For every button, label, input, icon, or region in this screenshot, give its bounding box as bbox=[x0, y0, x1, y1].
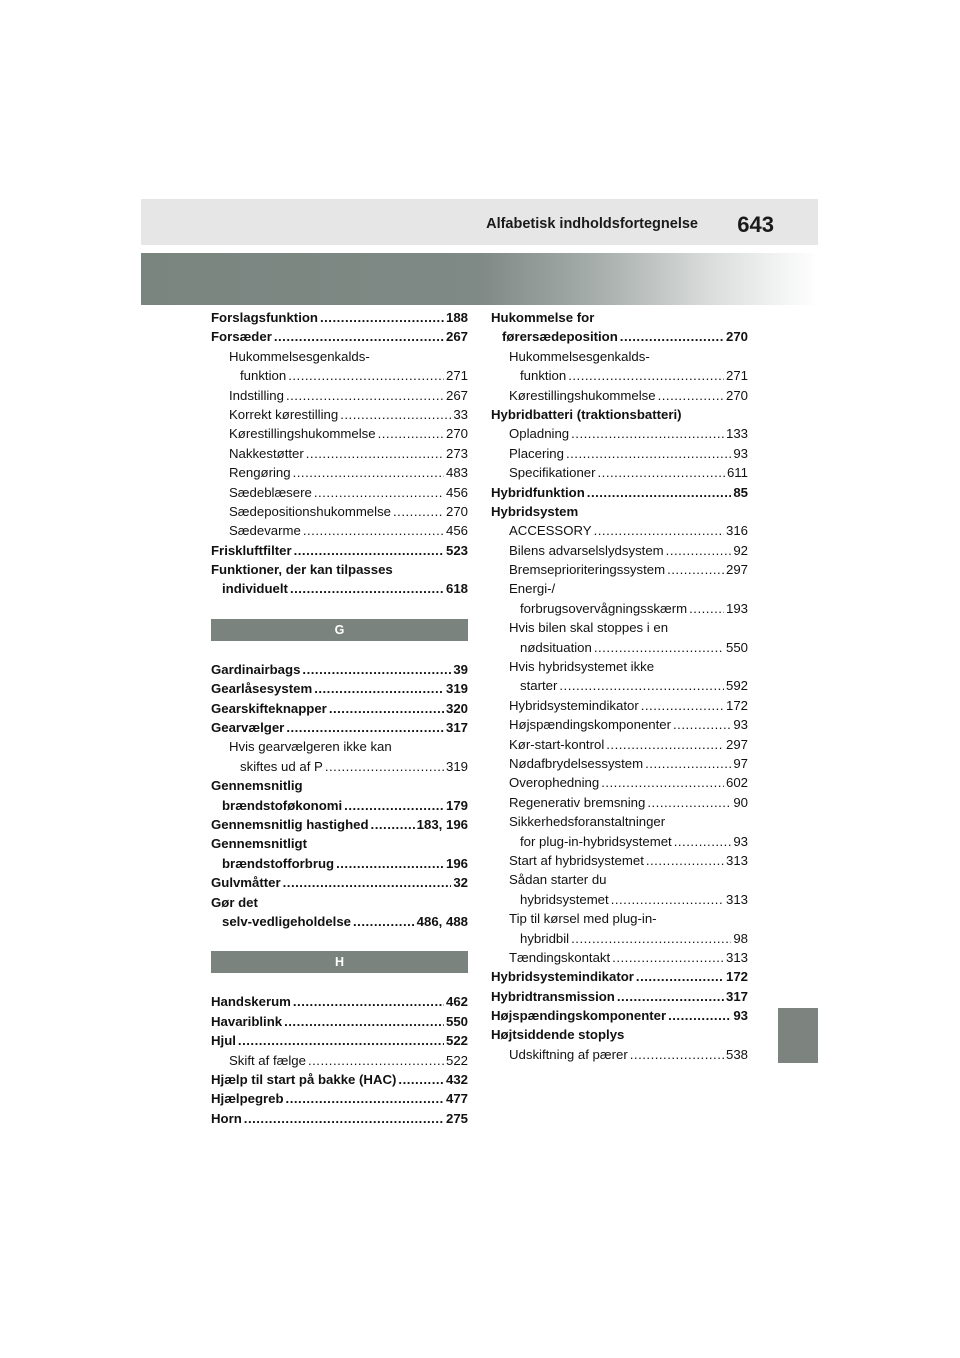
index-entry bbox=[211, 579, 468, 598]
dot-leader bbox=[308, 1051, 444, 1070]
index-entry-text: Hukommelsesgenkalds- bbox=[509, 348, 650, 364]
index-entry bbox=[211, 1051, 468, 1070]
index-entry bbox=[211, 660, 468, 679]
index-entry bbox=[491, 676, 748, 695]
chapter-side-tab bbox=[778, 1008, 818, 1063]
index-entry-page: 90 bbox=[733, 794, 748, 810]
index-entry bbox=[211, 366, 468, 385]
index-entry bbox=[491, 483, 748, 502]
index-entry bbox=[211, 834, 468, 853]
index-entry-text: Tip til kørsel med plug-in- bbox=[509, 911, 657, 927]
index-entry bbox=[491, 424, 748, 443]
index-entry bbox=[211, 776, 468, 795]
index-entry bbox=[491, 1006, 748, 1025]
header-title: Alfabetisk indholdsfortegnelse bbox=[486, 216, 698, 232]
index-entry bbox=[491, 521, 748, 540]
index-entry-page: 97 bbox=[733, 755, 748, 771]
dot-leader bbox=[306, 444, 444, 463]
index-entry-page: 320 bbox=[445, 700, 468, 716]
dot-leader bbox=[611, 890, 724, 909]
index-block-h bbox=[211, 992, 468, 1128]
index-entry-text: Friskluftfilter bbox=[211, 542, 292, 558]
index-entry-text: hybridsystemet bbox=[520, 891, 609, 907]
index-entry bbox=[491, 579, 748, 598]
index-entry bbox=[211, 1070, 468, 1089]
dot-leader bbox=[666, 541, 732, 560]
dot-leader bbox=[668, 1006, 731, 1025]
page-number: 643 bbox=[737, 212, 774, 237]
index-entry-text: Forslagsfunktion bbox=[211, 310, 318, 325]
index-entry bbox=[211, 893, 468, 912]
index-entry-page: 486, 488 bbox=[416, 913, 468, 929]
index-entry bbox=[211, 757, 468, 776]
index-entry-text: Gulvmåtter bbox=[211, 875, 281, 891]
index-entry bbox=[491, 1045, 748, 1064]
index-entry-text: ACCESSORY bbox=[509, 523, 592, 539]
index-entry-text: Hvis gearvælgeren ikke kan bbox=[229, 739, 392, 755]
index-entry-text: for plug-in-hybridsystemet bbox=[520, 833, 672, 849]
index-entry bbox=[491, 948, 748, 967]
dot-leader bbox=[667, 560, 724, 579]
index-entry-text: Placering bbox=[509, 445, 564, 461]
index-entry-text: Højspændingskomponenter bbox=[491, 1008, 667, 1024]
index-entry bbox=[491, 1025, 748, 1044]
dot-leader bbox=[598, 463, 725, 482]
dot-leader bbox=[645, 754, 731, 773]
dot-leader bbox=[641, 696, 724, 715]
index-entry-text: Nødafbrydelsessystem bbox=[509, 755, 644, 771]
dot-leader bbox=[344, 796, 444, 815]
index-entry-text: Sædevarme bbox=[229, 523, 301, 539]
index-entry-text: Specifikationer bbox=[509, 465, 596, 481]
dot-leader bbox=[288, 366, 444, 385]
index-entry-text: Kørestillingshukommelse bbox=[509, 387, 656, 403]
index-entry-text: Gennemsnitligt bbox=[211, 836, 307, 852]
index-entry-page: 270 bbox=[725, 329, 748, 345]
index-entry-text: forbrugsovervågningsskærm bbox=[520, 600, 688, 616]
index-entry-page: 297 bbox=[725, 562, 748, 578]
index-entry-page: 522 bbox=[445, 1052, 468, 1068]
index-entry bbox=[491, 599, 748, 618]
index-entry bbox=[491, 929, 748, 948]
index-column-left bbox=[211, 308, 468, 1128]
index-entry bbox=[211, 1012, 468, 1031]
index-entry-page: 275 bbox=[445, 1110, 468, 1126]
index-entry-text: Kørestillingshukommelse bbox=[229, 426, 376, 442]
index-entry bbox=[491, 909, 748, 928]
index-entry-text: Hvis bilen skal stoppes i en bbox=[509, 620, 669, 636]
index-entry bbox=[211, 405, 468, 424]
index-entry-page: 611 bbox=[726, 465, 748, 481]
index-entry-page: 456 bbox=[445, 523, 468, 539]
index-entry-text: nødsituation bbox=[520, 639, 592, 655]
index-entry-page: 618 bbox=[445, 581, 468, 597]
index-entry-text: Sådan starter du bbox=[509, 872, 607, 888]
index-entry-text: Gardinairbags bbox=[211, 661, 301, 677]
index-entry bbox=[211, 444, 468, 463]
index-entry-page: 550 bbox=[445, 1013, 468, 1029]
dot-leader bbox=[587, 483, 732, 502]
index-entry-text: Hvis hybridsystemet ikke bbox=[509, 659, 655, 675]
dot-leader bbox=[314, 483, 444, 502]
index-block-h-continued bbox=[491, 308, 748, 1064]
index-entry-text: Gearlåsesystem bbox=[211, 681, 313, 697]
index-entry-text: Sædepositionshukommelse bbox=[229, 503, 391, 519]
index-entry-page: 602 bbox=[725, 775, 748, 791]
index-entry bbox=[211, 912, 468, 931]
index-entry-text: Hybridtransmission bbox=[491, 988, 615, 1004]
index-entry-page: 267 bbox=[445, 329, 468, 345]
index-entry-page: 267 bbox=[445, 387, 468, 403]
dot-leader bbox=[658, 386, 724, 405]
index-entry-text: Højtsiddende stoplys bbox=[491, 1027, 625, 1043]
dot-leader bbox=[353, 912, 415, 931]
index-entry bbox=[491, 405, 748, 424]
index-entry-page: 550 bbox=[725, 639, 748, 655]
dot-leader bbox=[286, 718, 444, 737]
index-entry bbox=[211, 463, 468, 482]
index-entry bbox=[491, 832, 748, 851]
index-entry bbox=[211, 521, 468, 540]
index-entry-page: 172 bbox=[725, 697, 748, 713]
index-entry-text: Hukommelse for bbox=[491, 310, 595, 325]
index-entry-text: starter bbox=[520, 678, 558, 694]
index-entry-page: 270 bbox=[445, 426, 468, 442]
dot-leader bbox=[286, 386, 444, 405]
index-entry-text: Indstilling bbox=[229, 387, 284, 403]
index-entry-text: Rengøring bbox=[229, 465, 291, 481]
index-entry bbox=[211, 1109, 468, 1128]
dot-leader bbox=[293, 463, 444, 482]
dot-leader bbox=[606, 735, 724, 754]
index-entry-text: Skift af fælge bbox=[229, 1052, 306, 1068]
dot-leader bbox=[594, 638, 724, 657]
dot-leader bbox=[294, 541, 444, 560]
index-entry-text: Horn bbox=[211, 1110, 242, 1126]
index-entry bbox=[491, 541, 748, 560]
index-entry-text: Gearskifteknapper bbox=[211, 700, 327, 716]
index-entry-page: 319 bbox=[445, 758, 468, 774]
index-entry bbox=[211, 327, 468, 346]
index-entry bbox=[211, 718, 468, 737]
index-entry bbox=[211, 854, 468, 873]
index-entry-page: 271 bbox=[725, 368, 748, 384]
dot-leader bbox=[274, 327, 444, 346]
index-entry-page: 432 bbox=[445, 1071, 468, 1087]
index-entry-page: 183, 196 bbox=[416, 816, 468, 832]
dot-leader bbox=[674, 832, 732, 851]
index-entry-page: 483 bbox=[445, 465, 468, 481]
index-entry-text: Bilens advarselslydsystem bbox=[509, 542, 664, 558]
index-entry-text: Hybridsystemindikator bbox=[509, 697, 639, 713]
header-gradient-band bbox=[141, 253, 818, 305]
index-entry-page: 85 bbox=[733, 484, 748, 500]
index-entry-text: Forsæder bbox=[211, 329, 272, 345]
dot-leader bbox=[329, 699, 444, 718]
dot-leader bbox=[286, 1089, 444, 1108]
index-entry-text: individuelt bbox=[222, 581, 288, 597]
index-entry-page: 270 bbox=[445, 503, 468, 519]
index-entry bbox=[491, 366, 748, 385]
dot-leader bbox=[612, 948, 724, 967]
dot-leader bbox=[393, 502, 444, 521]
index-entry-page: 319 bbox=[445, 681, 468, 697]
index-block-f bbox=[211, 308, 468, 599]
index-entry-text: Nakkestøtter bbox=[229, 445, 304, 461]
dot-leader bbox=[571, 424, 724, 443]
index-entry-text: Korrekt kørestilling bbox=[229, 406, 339, 422]
index-entry-page: 523 bbox=[445, 542, 468, 558]
index-entry-text: Hybridfunktion bbox=[491, 484, 585, 500]
index-entry-page: 39 bbox=[453, 661, 468, 677]
index-entry-page: 313 bbox=[725, 852, 748, 868]
index-entry-text: Start af hybridsystemet bbox=[509, 852, 644, 868]
index-entry-text: Sædeblæsere bbox=[229, 484, 312, 500]
dot-leader bbox=[283, 873, 452, 892]
dot-leader bbox=[398, 1070, 444, 1089]
index-entry bbox=[211, 502, 468, 521]
dot-leader bbox=[336, 854, 444, 873]
index-entry-text: funktion bbox=[240, 368, 287, 384]
index-entry bbox=[491, 773, 748, 792]
dot-leader bbox=[340, 405, 451, 424]
index-entry bbox=[491, 890, 748, 909]
dot-leader bbox=[601, 773, 724, 792]
index-entry-page: 313 bbox=[725, 949, 748, 965]
index-entry-page: 92 bbox=[733, 542, 748, 558]
dot-leader bbox=[559, 676, 724, 695]
index-entry bbox=[211, 796, 468, 815]
index-entry bbox=[491, 444, 748, 463]
index-entry bbox=[491, 347, 748, 366]
index-entry-text: Hjælp til start på bakke (HAC) bbox=[211, 1071, 397, 1087]
dot-leader bbox=[647, 793, 731, 812]
index-entry-text: Opladning bbox=[509, 426, 570, 442]
dot-leader bbox=[244, 1109, 444, 1128]
index-entry bbox=[491, 715, 748, 734]
index-entry-text: Hjælpegreb bbox=[211, 1091, 284, 1107]
index-entry bbox=[211, 347, 468, 366]
dot-leader bbox=[378, 424, 444, 443]
index-entry bbox=[491, 793, 748, 812]
index-entry bbox=[211, 1031, 468, 1050]
index-entry-page: 93 bbox=[733, 833, 748, 849]
index-entry-text: Gearvælger bbox=[211, 720, 285, 736]
index-entry-text: Bremseprioriteringssystem bbox=[509, 562, 666, 578]
dot-leader bbox=[646, 851, 724, 870]
index-entry bbox=[491, 386, 748, 405]
index-entry-page: 592 bbox=[725, 678, 748, 694]
section-header-h: H bbox=[211, 951, 468, 973]
index-entry bbox=[211, 737, 468, 756]
index-entry bbox=[211, 873, 468, 892]
dot-leader bbox=[594, 521, 724, 540]
index-entry bbox=[211, 386, 468, 405]
index-entry bbox=[491, 870, 748, 889]
index-entry-page: 93 bbox=[733, 717, 748, 733]
index-entry bbox=[211, 541, 468, 560]
section-header-g: G bbox=[211, 619, 468, 641]
index-entry-page: 32 bbox=[453, 875, 468, 891]
index-entry-page: 317 bbox=[445, 720, 468, 736]
dot-leader bbox=[620, 327, 724, 346]
index-entry-page: 188 bbox=[445, 310, 468, 325]
index-entry-page: 297 bbox=[725, 736, 748, 752]
index-entry bbox=[491, 463, 748, 482]
index-entry-text: Regenerativ bremsning bbox=[509, 794, 646, 810]
index-entry-page: 316 bbox=[725, 523, 748, 539]
index-entry-text: Havariblink bbox=[211, 1013, 283, 1029]
dot-leader bbox=[566, 444, 731, 463]
index-entry bbox=[211, 679, 468, 698]
page-header bbox=[141, 199, 818, 245]
index-entry-page: 172 bbox=[725, 969, 748, 985]
index-entry-text: Gennemsnitlig hastighed bbox=[211, 816, 369, 832]
index-entry-page: 271 bbox=[445, 368, 468, 384]
dot-leader bbox=[290, 579, 444, 598]
index-entry bbox=[211, 1089, 468, 1108]
index-entry-page: 98 bbox=[733, 930, 748, 946]
index-entry bbox=[491, 754, 748, 773]
index-entry bbox=[491, 638, 748, 657]
index-entry bbox=[491, 560, 748, 579]
index-entry-page: 522 bbox=[445, 1033, 468, 1049]
dot-leader bbox=[571, 929, 731, 948]
dot-leader bbox=[325, 757, 444, 776]
index-entry-text: Hybridsystemindikator bbox=[491, 969, 634, 985]
index-entry bbox=[211, 699, 468, 718]
index-entry-text: Hybridsystem bbox=[491, 503, 579, 519]
dot-leader bbox=[673, 715, 731, 734]
index-entry-text: skiftes ud af P bbox=[240, 758, 323, 774]
index-entry-text: Sikkerhedsforanstaltninger bbox=[509, 814, 666, 830]
index-entry bbox=[491, 327, 748, 346]
dot-leader bbox=[303, 521, 444, 540]
index-column-right bbox=[491, 308, 748, 1064]
index-entry-page: 133 bbox=[725, 426, 748, 442]
index-entry-page: 270 bbox=[725, 387, 748, 403]
index-entry-page: 196 bbox=[445, 855, 468, 871]
dot-leader bbox=[293, 992, 444, 1011]
index-entry-text: Hybridbatteri (traktionsbatteri) bbox=[491, 406, 682, 422]
dot-leader bbox=[617, 987, 724, 1006]
dot-leader bbox=[568, 366, 724, 385]
index-entry bbox=[491, 696, 748, 715]
index-entry-page: 317 bbox=[725, 988, 748, 1004]
index-entry-page: 477 bbox=[445, 1091, 468, 1107]
index-entry-text: Overophedning bbox=[509, 775, 600, 791]
dot-leader bbox=[238, 1031, 444, 1050]
index-entry-text: brændstofforbrug bbox=[222, 855, 335, 871]
index-entry-text: Højspændingskomponenter bbox=[509, 717, 671, 733]
index-entry-text: Energi-/ bbox=[509, 581, 556, 597]
index-entry-page: 456 bbox=[445, 484, 468, 500]
index-entry-page: 313 bbox=[725, 891, 748, 907]
index-entry-text: Handskerum bbox=[211, 994, 291, 1010]
index-entry-page: 193 bbox=[725, 600, 748, 616]
index-entry bbox=[211, 815, 468, 834]
index-entry-text: funktion bbox=[520, 368, 567, 384]
index-entry-page: 33 bbox=[453, 406, 468, 422]
index-entry-text: Kør-start-kontrol bbox=[509, 736, 605, 752]
index-entry-page: 462 bbox=[445, 994, 468, 1010]
index-entry bbox=[491, 502, 748, 521]
index-entry bbox=[211, 992, 468, 1011]
index-entry-text: Tændingskontakt bbox=[509, 949, 611, 965]
index-entry-text: Gør det bbox=[211, 894, 258, 910]
index-entry bbox=[491, 657, 748, 676]
index-entry-text: Udskiftning af pærer bbox=[509, 1046, 628, 1062]
index-entry bbox=[491, 812, 748, 831]
index-entry-text: Hjul bbox=[211, 1033, 236, 1049]
index-entry-text: brændstoføkonomi bbox=[222, 797, 343, 813]
dot-leader bbox=[636, 967, 724, 986]
index-entry-page: 179 bbox=[445, 797, 468, 813]
index-block-g bbox=[211, 660, 468, 931]
dot-leader bbox=[371, 815, 415, 834]
index-entry bbox=[491, 967, 748, 986]
index-entry-page: 538 bbox=[725, 1046, 748, 1062]
dot-leader bbox=[320, 308, 444, 327]
dot-leader bbox=[314, 679, 444, 698]
index-entry bbox=[211, 560, 468, 579]
index-entry bbox=[491, 851, 748, 870]
index-entry bbox=[491, 618, 748, 637]
index-entry bbox=[211, 424, 468, 443]
dot-leader bbox=[630, 1045, 724, 1064]
index-entry bbox=[211, 308, 468, 327]
index-entry-page: 93 bbox=[733, 1008, 748, 1024]
dot-leader bbox=[689, 599, 724, 618]
index-entry-text: selv-vedligeholdelse bbox=[222, 913, 351, 929]
index-entry-text: Funktioner, der kan tilpasses bbox=[211, 562, 393, 578]
index-entry bbox=[491, 735, 748, 754]
index-entry-text: hybridbil bbox=[520, 930, 570, 946]
index-entry-text: Hukommelsesgenkalds- bbox=[229, 348, 370, 364]
index-entry-page: 93 bbox=[733, 445, 748, 461]
index-entry-text: Gennemsnitlig bbox=[211, 778, 303, 794]
dot-leader bbox=[302, 660, 451, 679]
index-entry bbox=[491, 987, 748, 1006]
index-entry-text: førersædeposition bbox=[502, 329, 618, 345]
index-entry bbox=[491, 308, 748, 327]
index-entry-page: 273 bbox=[445, 445, 468, 461]
dot-leader bbox=[284, 1012, 444, 1031]
index-entry bbox=[211, 483, 468, 502]
